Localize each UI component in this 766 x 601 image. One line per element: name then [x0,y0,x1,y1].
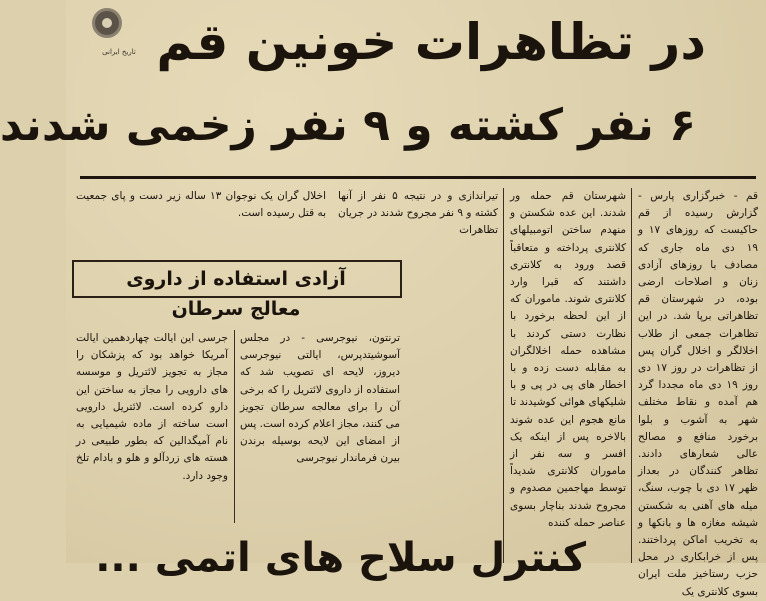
article2-column-b: جرسی این ایالت چهاردهمین ایالت آمریکا خواهد بود که پزشکان را مجاز به تجویز لائتریل و موسسه های دارویی را مجاز به ساختن این دارو کرده است. لائتریل دارویی است ساخته از ماده شیمیایی به نام آمیگدالین که بطور طبیعی در هسته های زردآلو و هلو و بادام تلخ وجود دارد. [76,332,228,482]
column-divider [234,330,235,523]
article-column-1: قم - خبرگزاری پارس - گزارش رسیده از قم حاکیست که روزهای ۱۷ و ۱۹ دی ماه جاری که مصادف با روزهای آزادی زنان و اصلاحات ارضی بوده، در شهرستان قم تظاهراتی برپا شد. در این تظاهرات جمعی از طلاب اخلالگر و اخلال گران پس از تظاهرات در روز ۱۷ دی روز ۱۹ دی ماه مجددا گرد هم آمده و نقاط مختلف شهر به آشوب و بلوا برخورد منافع و مصالح عالی شعارهای دادند. تظاهر کنندگان در بعداز ظهر ۱۷ دی با چوب، سنگ، میله های آهنی به شکستن شیشه مغازه ها و بانکها و به تخریب اماکن پرداختند. پس از خرابکاری در محل حزب رستاخیز ملت ایران بسوی کلانتری یک [638,190,759,598]
article2-column-a: ترنتون، نیوجرسی - در مجلس آسوشیتدپرس، ایالتی نیوجرسی دیروز، لایحه ای تصویب شد که استفاده از داروی لائتریل را که برخی آن را برای معالجه سرطان تجویز می کنند، مجاز اعلام کرده است. پس از امضای این لایحه بوسیله برندن بیرن فرماندار نیوجرسی [240,332,400,465]
box-title-line2: معالج سرطان [171,298,301,320]
column-divider [631,188,632,563]
bottom-headline: کنترل سلاح های اتمی ... [95,535,586,581]
box-title-line1: آزادی استفاده از داروی [126,268,346,290]
headline-rule [80,176,756,179]
headline-line1: در تظاهرات خونین قم [156,13,706,71]
headline-line2: ۶ نفر کشته و ۹ نفر زخمی شدند [0,100,696,151]
column-divider [503,188,504,563]
archive-disc-icon [92,8,122,38]
article-column-2: شهرستان قم حمله ور شدند. این عده شکستن و منهدم ساختن اتومبیلهای کلانتری پرداخته و متعاقباً قصد ورود به کلانتری داشتند که قبرا وارد کلانتری شوند. ماموران که از این لحظه برخورد با نظارت دستی کردند با مشاهده حمله اخلالگران به مقابله دست زده و با اخطار های پی در پی و با شلیکهای هوائی کوشیدند تا مانع هجوم این عده شوند بالاخره پس از اینکه یک افسر و سه نفر از ماموران کلانتری شدیداً توسط مهاجمین مصدوم و مجروح شدند بناچار بسوی عناصر حمله کننده [510,190,626,529]
article-column-3-top: تیراندازی و در نتیجه ۵ نفر از آنها کشته و ۹ نفر مجروح شدند در جریان تظاهرات [338,190,498,237]
archive-logo [74,8,164,66]
logo-caption: تاریخ ایرانی [102,48,136,56]
article-column-4-top: اخلال گران یک نوجوان ۱۳ ساله زیر دست و پای جمعیت به قتل رسیده است. [76,190,326,220]
